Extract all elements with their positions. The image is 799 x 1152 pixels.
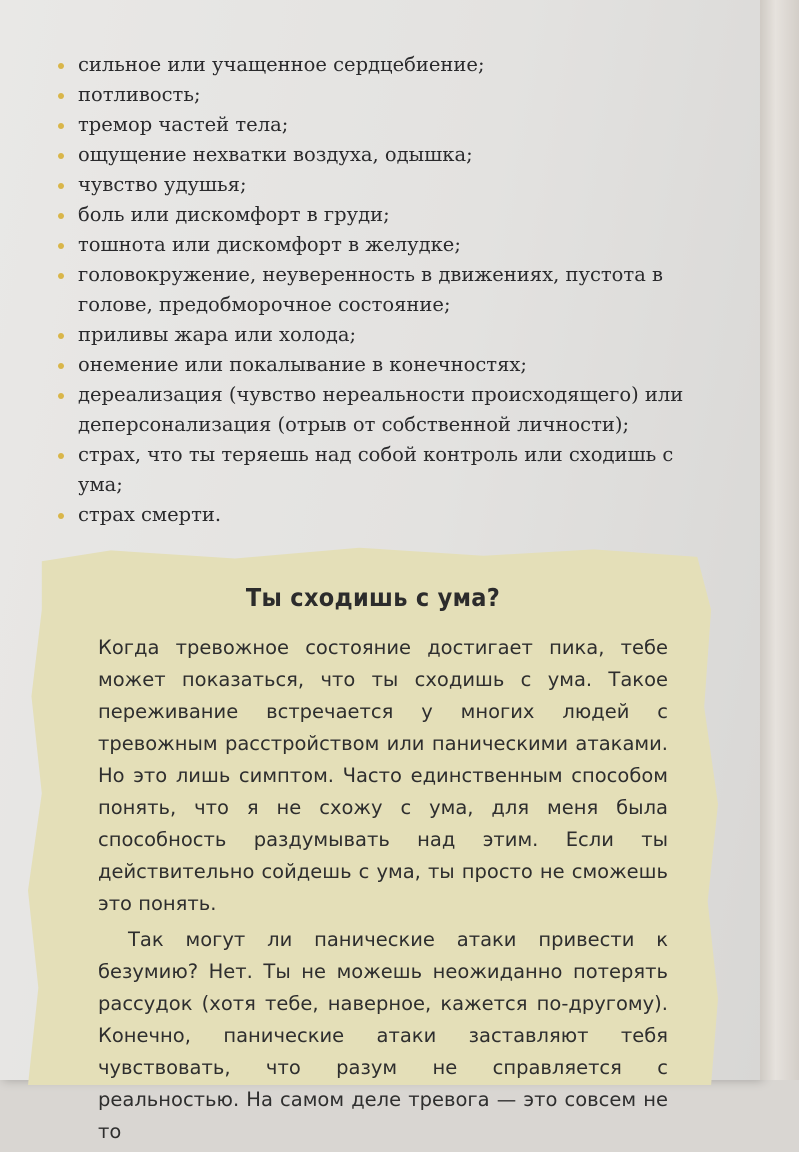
bullet-icon bbox=[58, 363, 64, 369]
bullet-icon bbox=[58, 183, 64, 189]
bullet-icon bbox=[58, 243, 64, 249]
page-edge bbox=[760, 0, 799, 1080]
list-item bbox=[56, 350, 696, 380]
symptom-list bbox=[56, 50, 696, 530]
bullet-icon bbox=[58, 63, 64, 69]
list-item-text: сильное или учащенное сердцебиение; bbox=[78, 53, 485, 76]
bullet-icon bbox=[58, 93, 64, 99]
box-paragraph: Так могут ли панические атаки привести к безумию? Нет. Ты не можешь неожиданно потерять рассудок (хотя тебе, наверное, кажется по-другому). Конечно, панические атаки заставляют тебя чувствовать, что разум не справляется с реальностью. На самом деле тревога — это совсем не то bbox=[98, 928, 668, 1143]
list-item bbox=[56, 140, 696, 170]
list-item-text: приливы жара или холода; bbox=[78, 323, 357, 346]
bullet-icon bbox=[58, 453, 64, 459]
list-item bbox=[56, 260, 696, 320]
box-title: Ты сходишь с ума? bbox=[245, 583, 501, 612]
list-item bbox=[56, 50, 696, 80]
list-item bbox=[56, 110, 696, 140]
bullet-icon bbox=[58, 213, 64, 219]
list-item bbox=[56, 200, 696, 230]
list-item-text: тошнота или дискомфорт в желудке; bbox=[78, 233, 461, 256]
list-item-text: потливость; bbox=[78, 83, 201, 106]
box-body bbox=[98, 632, 668, 1152]
list-item-text: дереализация (чувство нереальности происходящего) или деперсонализация (отрыв от собственной личности); bbox=[78, 383, 684, 436]
bullet-icon bbox=[58, 393, 64, 399]
list-item bbox=[56, 320, 696, 350]
list-item-text: страх смерти. bbox=[78, 503, 222, 526]
bullet-icon bbox=[58, 273, 64, 279]
list-item bbox=[56, 170, 696, 200]
list-item-text: страх, что ты теряешь над собой контроль или сходишь с ума; bbox=[78, 443, 674, 496]
list-item-text: боль или дискомфорт в груди; bbox=[78, 203, 390, 226]
list-item bbox=[56, 380, 696, 440]
list-item-text: головокружение, неуверенность в движениях, пустота в голове, предобморочное состояние; bbox=[78, 263, 663, 316]
box-paragraph: Когда тревожное состояние достигает пика, тебе может показаться, что ты сходишь с ума. Такое переживание встречается у многих людей с тревожным расстройством или паническими атаками. Но это лишь симптом. Часто единственным способом понять, что я не схожу с ума, для меня была способность раздумывать над этим. Если ты действительно сойдешь с ума, ты просто не сможешь это понять. bbox=[98, 636, 668, 915]
list-item bbox=[56, 500, 696, 530]
list-item-text: онемение или покалывание в конечностях; bbox=[78, 353, 527, 376]
list-item bbox=[56, 440, 696, 500]
list-item-text: ощущение нехватки воздуха, одышка; bbox=[78, 143, 473, 166]
list-item bbox=[56, 230, 696, 260]
bullet-icon bbox=[58, 153, 64, 159]
list-item-text: чувство удушья; bbox=[78, 173, 247, 196]
bullet-icon bbox=[58, 123, 64, 129]
bullet-icon bbox=[58, 513, 64, 519]
list-item-text: тремор частей тела; bbox=[78, 113, 289, 136]
bullet-icon bbox=[58, 333, 64, 339]
list-item bbox=[56, 80, 696, 110]
